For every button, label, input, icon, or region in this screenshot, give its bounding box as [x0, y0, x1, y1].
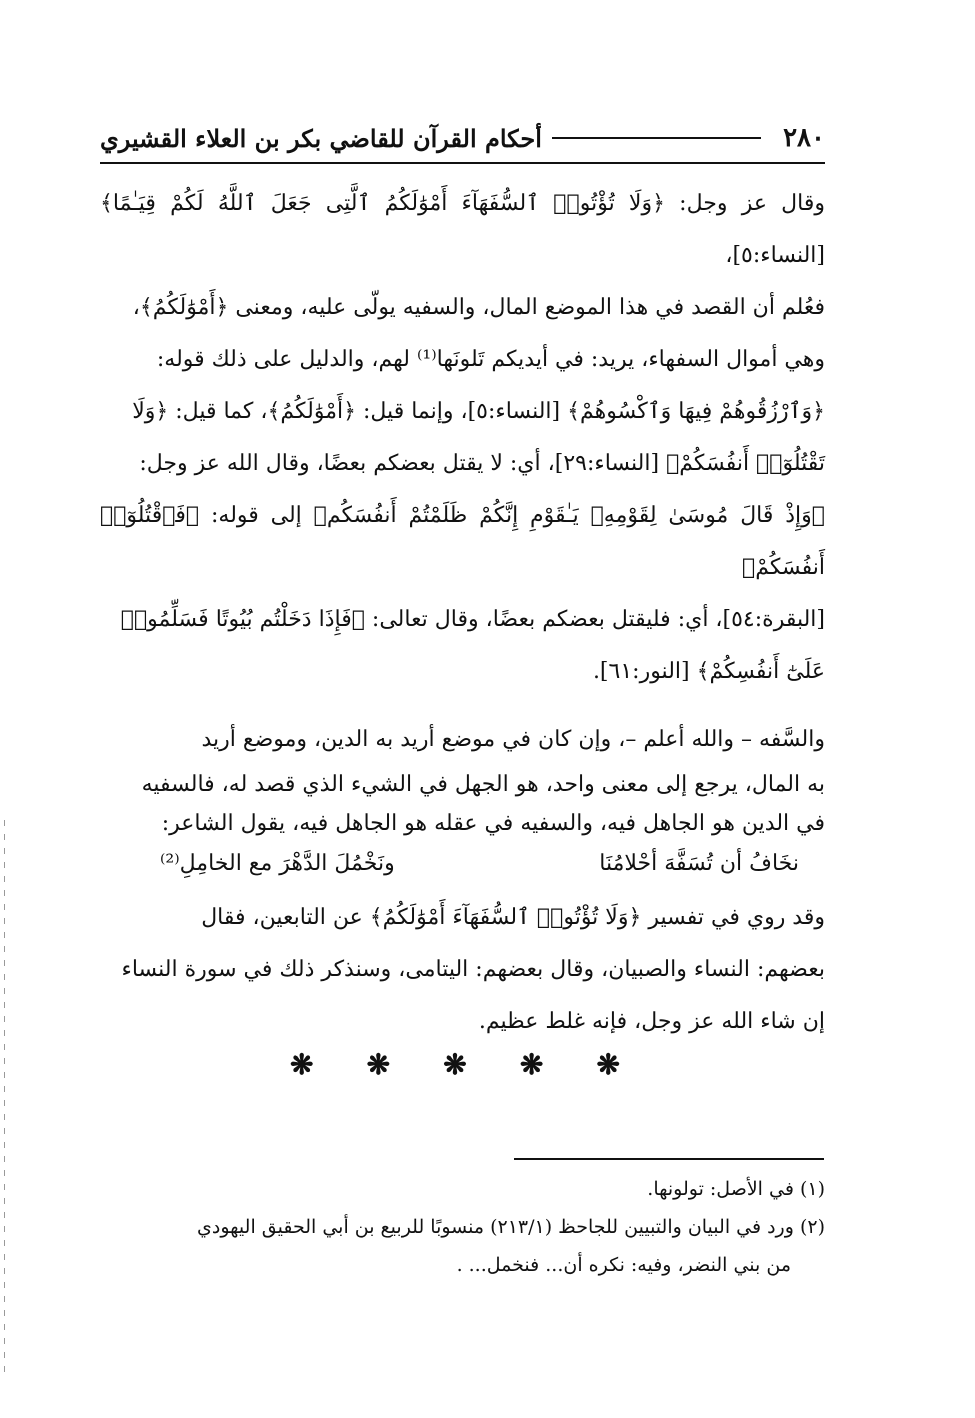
text-line: وهي أموال السفهاء، يريد: في أيديكم تَلونَها⁽¹⁾ لهم، والدليل على ذلك قوله:: [156, 347, 825, 372]
footnote-2: (٢) ورد في البيان والتبيين للجاحظ (٢١٣/١) منسوبًا للربيع بن أبي الحقيق اليهودي: [197, 1216, 825, 1238]
paragraph-1: [100, 178, 825, 698]
ornament-icon: ❋: [366, 1047, 391, 1081]
text-line: [البقرة:٥٤]، أي: فليقتل بعضكم بعضًا، وقال تعالى: ﴿فَإِذَا دَخَلْتُم بُيُوتًا فَسَلِّمُوا۟: [120, 607, 825, 632]
page-number: ٢٨٠: [783, 123, 825, 153]
text-line: بعضهم: النساء والصبيان، وقال بعضهم: اليتامى، وسنذكر ذلك في سورة النساء: [121, 957, 825, 982]
running-title: أحكام القرآن للقاضي بكر بن العلاء القشيري: [100, 123, 542, 153]
text-line: إن شاء الله عز وجل، فإنه غلط عظيم.: [478, 1009, 825, 1034]
ornament-icon: ❋: [596, 1047, 620, 1081]
section-separator: [290, 1048, 620, 1080]
scan-margin-line: [4, 820, 5, 1380]
ornament-icon: ❋: [290, 1047, 314, 1081]
text-line: عَلَىٰٓ أَنفُسِكُمْ﴾ [النور:٦١].: [592, 659, 825, 684]
footnote-divider: [514, 1158, 824, 1160]
paragraph-2: [100, 714, 825, 884]
text-line: ﴿وَٱرْزُقُوهُمْ فِيهَا وَٱكْسُوهُمْ﴾ [النساء:٥]، وإنما قيل: ﴿أَمْوَٰلَكُمُ﴾، كما قيل: ﴿وَلَا: [132, 399, 825, 424]
text-line: به المال، يرجع إلى معنى واحد، هو الجهل في الشيء الذي قصد له، فالسفيه: [141, 772, 825, 797]
footnotes: [100, 1170, 825, 1284]
poem-verse: [100, 844, 825, 884]
main-text: [100, 178, 825, 1048]
text-line: تَقْتُلُوٓا۟ أَنفُسَكُمْ﴾ [النساء:٢٩]، أي: لا يقتل بعضكم بعضًا، وقال الله عز وجل:: [139, 451, 825, 476]
header-rule: [552, 137, 761, 139]
text-line: والسَّفه – والله أعلم –، وإن كان في موضع أريد به الدين، وموضع أريد: [201, 727, 825, 752]
text-line: في الدين هو الجاهل فيه، والسفيه في عقله هو الجاهل فيه، يقول الشاعر:: [161, 811, 825, 836]
text-line: وقد روي في تفسير ﴿وَلَا تُؤْتُوا۟ ٱلسُّفَهَآءَ أَمْوَٰلَكُمُ﴾ عن التابعين، فقال: [201, 905, 825, 930]
page-header: [100, 118, 825, 164]
text-line: وقال عز وجل: ﴿وَلَا تُؤْتُوا۟ ٱلسُّفَهَآءَ أَمْوَٰلَكُمُ ٱلَّتِى جَعَلَ ٱللَّهُ لَكُمْ قِيَـٰمًا﴾ [النساء:٥]،: [100, 191, 825, 268]
ornament-icon: ❋: [443, 1047, 467, 1081]
text-line: فعُلم أن القصد في هذا الموضع المال، والسفيه يولّى عليه، ومعنى ﴿أَمْوَٰلَكُمُ﴾،: [132, 295, 825, 320]
footnote-2-continuation: من بني النضر، وفيه: نكره أن... فنخمل... .: [456, 1254, 791, 1276]
paragraph-3: [100, 892, 825, 1048]
poem-hemistich-left: ونَخْمُلَ الدَّهْرَ مع الخامِلِ⁽²⁾: [160, 851, 395, 876]
poem-hemistich-right: نخَافُ أن تُسَفَّهَ أحْلامُنَا: [599, 851, 799, 876]
ornament-icon: ❋: [519, 1047, 544, 1081]
text-line: ﴿وَإِذْ قَالَ مُوسَىٰ لِقَوْمِهِۦ يَـٰقَوْمِ إِنَّكُمْ ظَلَمْتُمْ أَنفُسَكُم﴾ إلى قوله: ﴿فَٱقْتُلُوٓا۟ أَنفُسَكُمْ﴾: [100, 503, 825, 580]
footnote-1: (١) في الأصل: تولونها.: [647, 1178, 825, 1200]
